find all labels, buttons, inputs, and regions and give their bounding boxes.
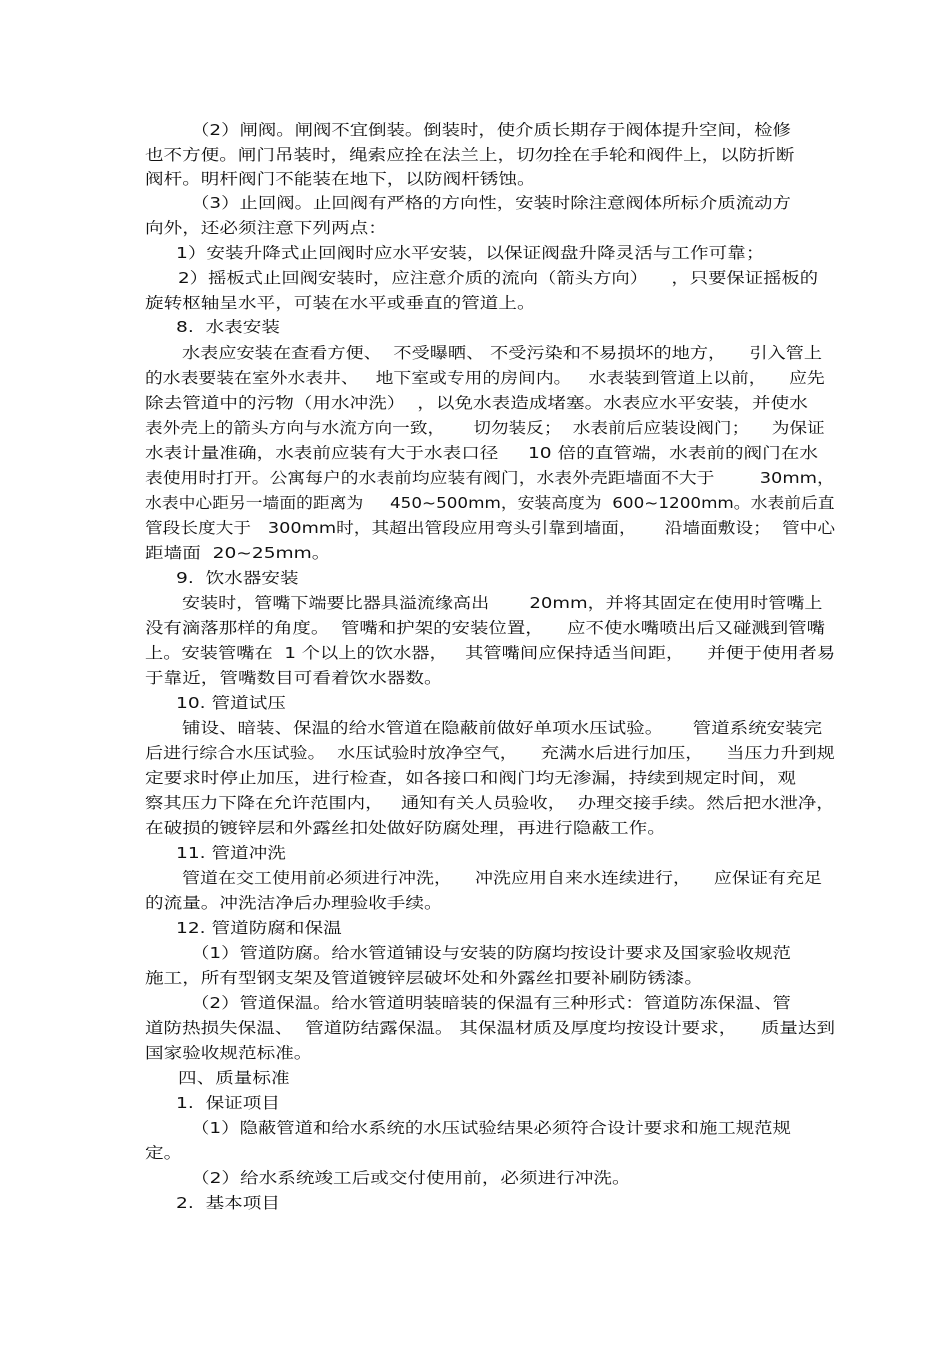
text-line: 水表计量准确，水表前应装有大于水表口径 10 倍的直管端，水表前的阀门在水 [145,444,818,462]
text-line: 阀杆。明杆阀门不能装在地下，以防阀杆锈蚀。 [145,170,536,188]
text-line: 铺设、暗装、保温的给水管道在隐蔽前做好单项水压试验。 管道系统安装完 [182,719,823,737]
text-line: 安装时，管嘴下端要比器具溢流缘高出 20mm，并将其固定在使用时管嘴上 [182,594,823,612]
text-line: 也不方便。闸门吊装时，绳索应拴在法兰上，切勿拴在手轮和阀件上，以防折断 [145,146,795,164]
text-line: 2）摇板式止回阀安装时，应注意介质的流向（箭头方向） ，只要保证摇板的 [178,269,819,287]
text-line: 表外壳上的箭头方向与水流方向一致， 切勿装反； 水表前后应装设阀门； 为保证 [145,419,825,437]
text-line: 察其压力下降在允许范围内， 通知有关人员验收， 办理交接手续。然后把水泄净， [145,794,835,812]
text-line: 于靠近，管嘴数目可看着饮水器数。 [145,669,443,687]
text-line: 除去管道中的污物（用水冲洗） ，以免水表造成堵塞。水表应水平安装，并使水 [145,394,808,412]
section-heading: 10. 管道试压 [176,694,286,712]
text-line: 管道在交工使用前必须进行冲洗， 冲洗应用自来水连续进行， 应保证有充足 [182,869,822,887]
text-line: 国家验收规范标准。 [145,1044,313,1062]
text-line: （1）隐蔽管道和给水系统的水压试验结果必须符合设计要求和施工规范规 [191,1119,791,1137]
text-line: 在破损的镀锌层和外露丝扣处做好防腐处理，再进行隐蔽工作。 [145,819,666,837]
section-heading: 11. 管道冲洗 [176,844,286,862]
section-heading: 2. 基本项目 [176,1194,280,1212]
text-line: 向外，还必须注意下列两点： [145,219,387,237]
section-heading: 9. 饮水器安装 [176,569,299,587]
section-heading: 12. 管道防腐和保温 [176,919,342,937]
text-line: 水表应安装在查看方便、 不受曝晒、 不受污染和不易损坏的地方， 引入管上 [182,344,822,362]
text-line: （1）管道防腐。给水管道铺设与安装的防腐均按设计要求及国家验收规范 [191,944,791,962]
text-line: 的流量。冲洗洁净后办理验收手续。 [145,894,443,912]
section-heading: 四、质量标准 [178,1069,290,1087]
text-line: 管段长度大于 300mm时，其超出管段应用弯头引靠到墙面， 沿墙面敷设； 管中心 [145,519,836,537]
text-line: 定要求时停止加压，进行检查，如各接口和阀门均无渗漏，持续到规定时间，观 [145,769,797,787]
section-heading: 1. 保证项目 [176,1094,280,1112]
text-line: 水表中心距另一墙面的距离为 450~500mm，安装高度为 600~1200mm。水表前后直 [145,494,835,512]
text-line: 表使用时打开。公寓每户的水表前均应装有阀门，水表外壳距墙面不大于 30mm， [145,469,835,487]
text-line: 道防热损失保温、 管道防结露保温。 其保温材质及厚度均按设计要求， 质量达到 [145,1019,835,1037]
text-line: 后进行综合水压试验。 水压试验时放净空气， 充满水后进行加压， 当压力升到规 [145,744,835,762]
text-line: （3）止回阀。止回阀有严格的方向性，安装时除注意阀体所标介质流动方 [191,194,791,212]
text-line: （2）给水系统竣工后或交付使用前，必须进行冲洗。 [191,1169,631,1187]
text-line: （2）管道保温。给水管道明装暗装的保温有三种形式：管道防冻保温、管 [191,994,791,1012]
text-line: 旋转枢轴呈水平，可装在水平或垂直的管道上。 [145,294,536,312]
section-heading: 8. 水表安装 [176,318,280,336]
text-line: 距墙面 20~25mm。 [145,544,331,562]
text-line: 施工，所有型钢支架及管道镀锌层破坏处和外露丝扣要补刷防锈漆。 [145,969,704,987]
text-line: （2）闸阀。闸阀不宜倒装。倒装时，使介质长期存于阀体提升空间，检修 [191,121,791,139]
text-line: 的水表要装在室外水表井、 地下室或专用的房间内。 水表装到管道上以前， 应先 [145,369,825,387]
text-line: 1）安装升降式止回阀时应水平安装，以保证阀盘升降灵活与工作可靠； [176,244,765,262]
text-line: 没有滴落那样的角度。 管嘴和护架的安装位置， 应不使水嘴喷出后又碰溅到管嘴 [145,619,826,637]
text-line: 定。 [145,1144,183,1162]
text-line: 上。安装管嘴在 1 个以上的饮水器， 其管嘴间应保持适当间距， 并便于使用者易 [145,644,836,662]
